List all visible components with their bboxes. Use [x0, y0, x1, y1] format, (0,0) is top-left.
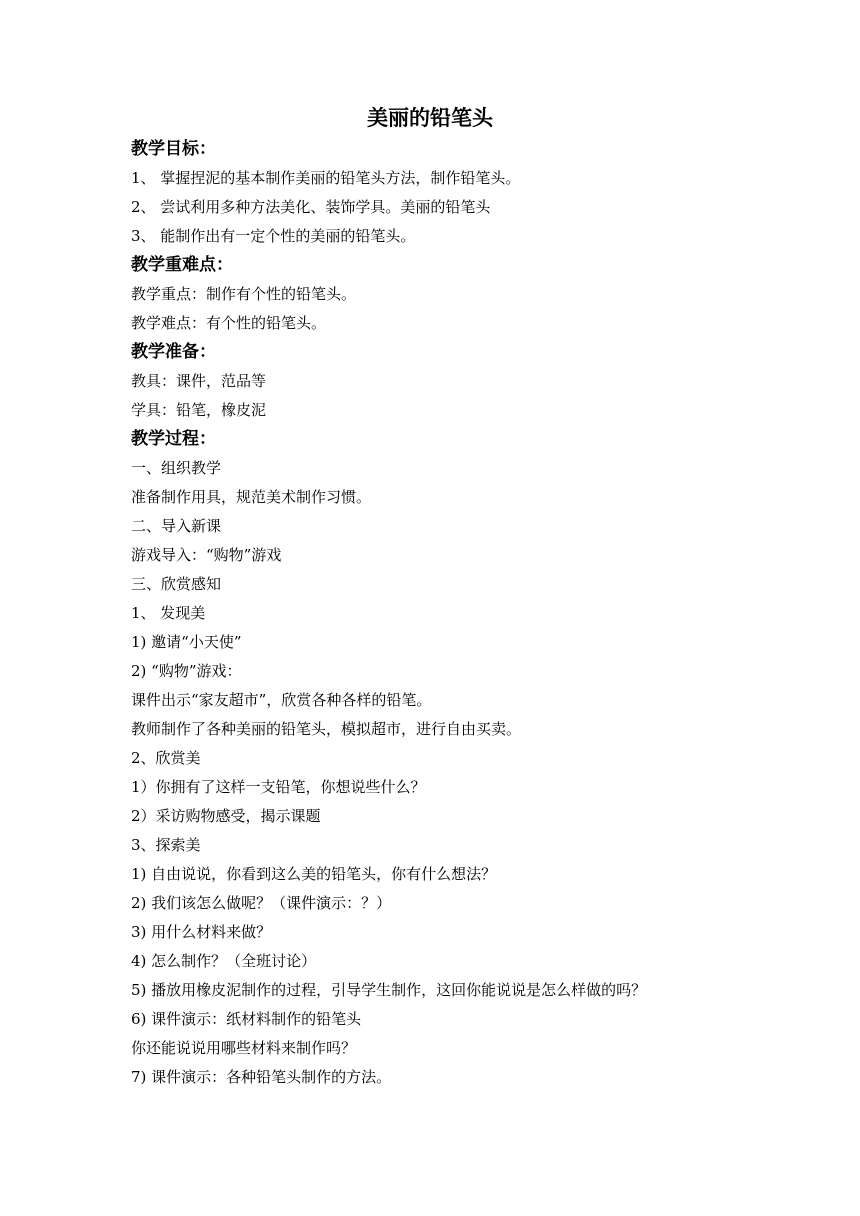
section-heading: 教学过程： [131, 429, 216, 449]
section-heading: 教学重难点： [131, 255, 233, 275]
body-line: 2) 我们该怎么做呢？（课件演示：？） [131, 894, 392, 912]
body-line: 2）采访购物感受，揭示课题 [131, 807, 321, 825]
body-line: 3、探索美 [131, 836, 201, 854]
body-line: 准备制作用具，规范美术制作习惯。 [131, 488, 372, 506]
body-line: 一、组织教学 [131, 459, 222, 477]
body-line: 你还能说说用哪些材料来制作吗？ [131, 1039, 357, 1057]
body-line: 学具：铅笔，橡皮泥 [131, 401, 267, 419]
body-line: 4) 怎么制作？（全班讨论） [131, 952, 317, 970]
body-line: 二、导入新课 [131, 517, 222, 535]
body-line: 教具：课件，范品等 [131, 372, 267, 390]
body-line: 2、欣赏美 [131, 749, 201, 767]
body-line: 1、 发现美 [131, 604, 206, 622]
body-line: 3、 能制作出有一定个性的美丽的铅笔头。 [131, 227, 416, 245]
body-line: 教学重点：制作有个性的铅笔头。 [131, 285, 357, 303]
body-line: 1、 掌握捏泥的基本制作美丽的铅笔头方法，制作铅笔头。 [131, 169, 521, 187]
body-line: 3) 用什么材料来做？ [131, 923, 272, 941]
document-title: 美丽的铅笔头 [367, 105, 493, 130]
body-line: 5) 播放用橡皮泥制作的过程，引导学生制作，这回你能说说是怎么样做的吗？ [131, 981, 647, 999]
body-line: 2) “购物”游戏： [131, 662, 242, 680]
body-line: 7) 课件演示：各种铅笔头制作的方法。 [131, 1068, 392, 1086]
document-body [131, 135, 831, 1092]
body-line: 教学难点：有个性的铅笔头。 [131, 314, 327, 332]
body-line: 游戏导入：“购物”游戏 [131, 546, 282, 564]
body-line: 教师制作了各种美丽的铅笔头，模拟超市，进行自由买卖。 [131, 720, 522, 738]
body-line: 1) 邀请“小天使” [131, 633, 242, 651]
body-line: 课件出示“家友超市”，欣赏各种各样的铅笔。 [131, 691, 432, 709]
body-line: 2、 尝试利用多种方法美化、装饰学具。美丽的铅笔头 [131, 198, 491, 216]
body-line: 三、欣赏感知 [131, 575, 222, 593]
body-line: 1）你拥有了这样一支铅笔，你想说些什么？ [131, 778, 426, 796]
section-heading: 教学准备： [131, 342, 216, 362]
body-line: 1) 自由说说，你看到这么美的铅笔头，你有什么想法？ [131, 865, 497, 883]
body-line: 6) 课件演示：纸材料制作的铅笔头 [131, 1010, 362, 1028]
section-heading: 教学目标： [131, 139, 216, 159]
